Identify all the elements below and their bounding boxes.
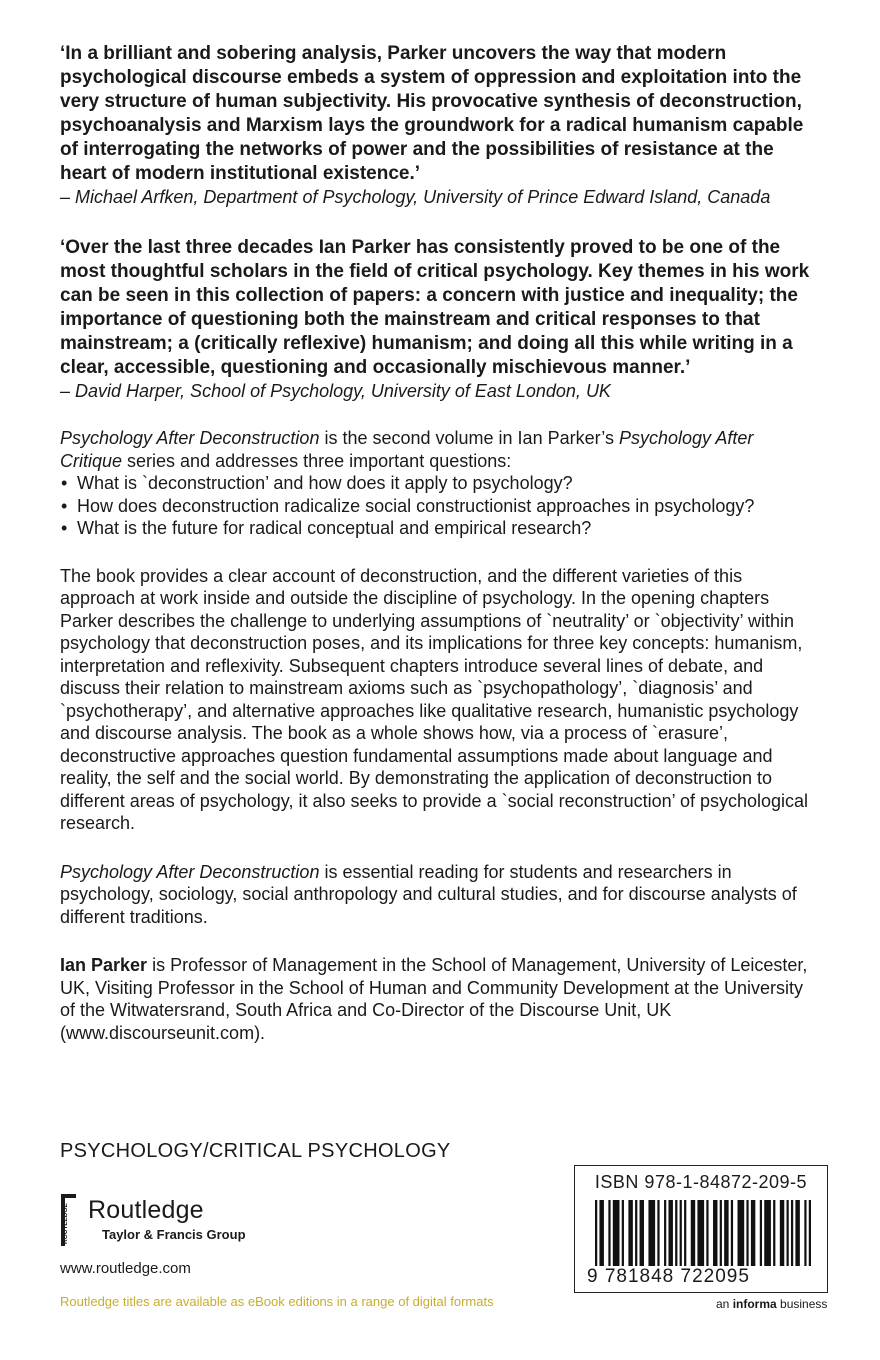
- review-1: [60, 42, 820, 209]
- barcode-bar: [791, 1200, 793, 1266]
- barcode-bar: [664, 1200, 666, 1266]
- publisher-name: Routledge: [88, 1196, 204, 1224]
- essential-book-title: Psychology After Deconstruction: [60, 861, 320, 882]
- isbn-label: ISBN 978-1-84872-209-5: [594, 1172, 808, 1192]
- review-2-attribution: – David Harper, School of Psychology, University of East London, UK: [60, 381, 611, 401]
- question-list: [60, 472, 820, 540]
- informa-brand: informa: [732, 1297, 777, 1311]
- list-item: • What is the future for radical conceptual and empirical research?: [60, 517, 820, 540]
- author-name: Ian Parker: [60, 955, 148, 975]
- barcode-bar: [809, 1200, 811, 1266]
- review-2: [60, 236, 820, 403]
- barcode-bar: [675, 1200, 677, 1266]
- barcode-bar: [706, 1200, 708, 1266]
- intro: [60, 427, 820, 540]
- intro-text-1: is the second volume in Ian Parker’s: [319, 428, 619, 448]
- author-bio-body: is Professor of Management in the School of Management, University of Leicester, UK, Visiting Professor in the School of Human and Community Development at the University of the Witwatersrand, South Africa and Co-Director of the Discourse Unit, UK (www.discourseunit.com).: [60, 955, 808, 1043]
- ebook-note: Routledge titles are available as eBook editions in a range of digital formats: [60, 1294, 494, 1309]
- routledge-mark-icon: [58, 1194, 80, 1246]
- routledge-logo: [58, 1192, 258, 1252]
- author-bio: [60, 954, 820, 1044]
- barcode-bar: [780, 1200, 784, 1266]
- barcode-bar: [684, 1200, 686, 1266]
- barcode-bar: [622, 1200, 624, 1266]
- informa-business: [716, 1297, 827, 1311]
- barcode-bar: [720, 1200, 722, 1266]
- barcode-bars: [595, 1200, 811, 1266]
- barcode-bar: [751, 1200, 755, 1266]
- barcode-bar: [697, 1200, 704, 1266]
- barcode-bar: [640, 1200, 644, 1266]
- routledge-mark-text: ROUTLEDGE: [62, 1203, 69, 1244]
- barcode-box: [574, 1165, 828, 1293]
- review-2-quote: ‘Over the last three decades Ian Parker has consistently proved to be one of the most thoughtful scholars in the field of critical psychology. Key themes in his work can be seen in this collection of papers: a concern with justice and inequality; the importance of questioning both the mainstream and critical responses to that mainstream; a (critically reflexive) humanism; and doing all this while writing in a clear, accessible, questioning and occasionally mischievous manner.’: [60, 237, 810, 378]
- essential-reading: [60, 861, 820, 929]
- intro-text-2: series and addresses three important questions:: [122, 450, 512, 471]
- barcode-bar: [746, 1200, 748, 1266]
- back-cover-text: [60, 42, 820, 1071]
- description: [60, 565, 820, 835]
- informa-prefix: an: [716, 1297, 733, 1311]
- review-1-quote: ‘In a brilliant and sobering analysis, Parker uncovers the way that modern psychological discourse embeds a system of oppression and exploitation into the very structure of human subjectivity. His provocative synthesis of deconstruction, psychoanalysis and Marxism lays the groundwork for a radical humanism capable of interrogating the networks of power and the possibilities of resistance at the heart of modern institutional existence.’: [60, 43, 804, 184]
- barcode-bar: [608, 1200, 610, 1266]
- subject-category: PSYCHOLOGY/CRITICAL PSYCHOLOGY: [60, 1140, 451, 1162]
- barcode-bar: [595, 1200, 597, 1266]
- publisher-website[interactable]: www.routledge.com: [60, 1260, 191, 1277]
- barcode-bar: [668, 1200, 672, 1266]
- list-item: • How does deconstruction radicalize social constructionist approaches in psychology?: [60, 495, 820, 518]
- barcode-bar: [613, 1200, 620, 1266]
- barcode-bar: [628, 1200, 632, 1266]
- barcode-bar: [773, 1200, 775, 1266]
- publisher-group: Taylor & Francis Group: [102, 1227, 246, 1242]
- list-item: • What is `deconstruction’ and how does it apply to psychology?: [60, 472, 820, 495]
- barcode-bar: [680, 1200, 682, 1266]
- barcode-bar: [764, 1200, 771, 1266]
- essential-body: is essential reading for students and researchers in psychology, sociology, social anthropology and cultural studies, and for discourse analysts of different traditions.: [60, 861, 797, 927]
- barcode-bar: [738, 1200, 745, 1266]
- barcode-bar: [787, 1200, 789, 1266]
- barcode-bar: [713, 1200, 717, 1266]
- barcode-bar: [648, 1200, 655, 1266]
- barcode-bar: [724, 1200, 728, 1266]
- barcode-bar: [691, 1200, 695, 1266]
- barcode-bar: [760, 1200, 762, 1266]
- intro-text: [60, 427, 820, 472]
- barcode-bar: [657, 1200, 659, 1266]
- intro-book-title: Psychology After Deconstruction: [60, 428, 320, 448]
- barcode-bar: [635, 1200, 637, 1266]
- barcode-bar: [731, 1200, 733, 1266]
- essential-text: [60, 861, 820, 929]
- barcode-bar: [804, 1200, 806, 1266]
- barcode-bar: [599, 1200, 603, 1266]
- barcode-bar: [795, 1200, 799, 1266]
- author-bio-text: [60, 954, 820, 1044]
- description-text: The book provides a clear account of deconstruction, and the different varieties of this approach at work inside and outside the discipline of psychology. In the opening chapters Parker describes the challenge to underlying assumptions of `neutrality’ or `objectivity’ within psychology that deconstruction poses, and its implications for three key concepts: humanism, interpretation and reflexivity. Subsequent chapters introduce several lines of debate, and discuss their relation to mainstream axioms such as `psychopathology’, `diagnosis’ and `psychotherapy’, and alternative approaches like qualitative research, humanistic psychology and discourse analysis. The book as a whole shows how, via a process of `erasure’, deconstructive approaches question fundamental assumptions made about language and reality, the self and the social world. By demonstrating the application of deconstruction to different areas of psychology, it also seeks to provide a `social reconstruction’ of psychological research.: [60, 565, 809, 833]
- review-1-attribution: – Michael Arfken, Department of Psychology, University of Prince Edward Island, Canada: [60, 187, 771, 207]
- intro-series-title: Psychology After Critique: [60, 428, 754, 471]
- informa-suffix: business: [776, 1297, 828, 1311]
- barcode-digits: 9 781848 722095: [587, 1266, 750, 1287]
